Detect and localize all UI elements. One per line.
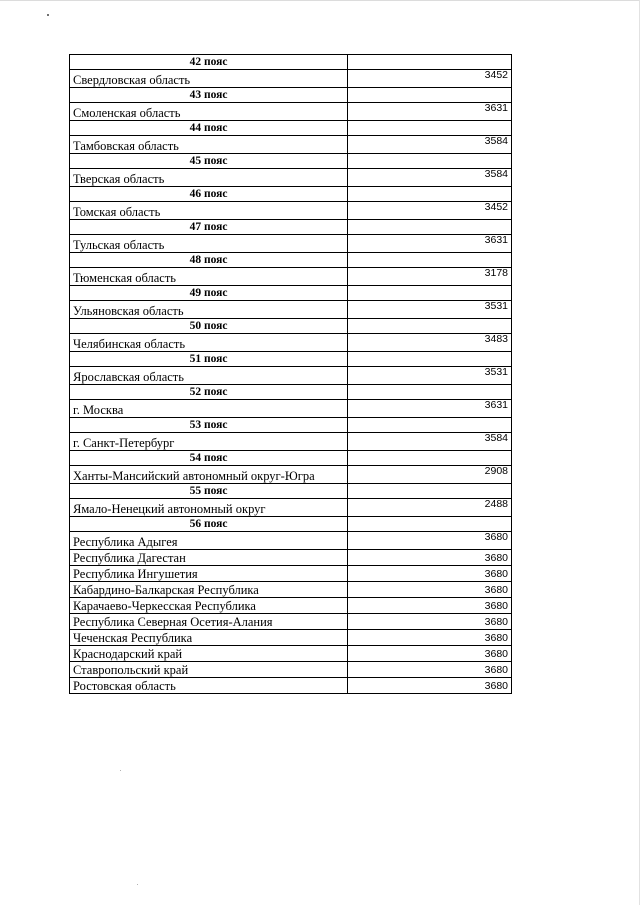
region-value-cell <box>348 103 512 121</box>
zone-label: 45 пояс <box>70 154 348 169</box>
table-row <box>70 169 512 187</box>
region-value-cell <box>348 598 512 614</box>
region-value: 3680 <box>484 600 508 612</box>
zone-label: 42 пояс <box>70 55 348 70</box>
zone-label: 52 пояс <box>70 385 348 400</box>
zone-label: 56 пояс <box>70 517 348 532</box>
region-value: 3680 <box>484 531 508 543</box>
region-name: Краснодарский край <box>73 647 183 661</box>
region-value-cell <box>348 169 512 187</box>
region-name: Кабардино-Балкарская Республика <box>73 583 259 597</box>
region-name-cell <box>70 268 348 286</box>
zone-table <box>69 54 512 694</box>
region-name: Смоленская область <box>73 106 181 120</box>
region-value: 3680 <box>484 584 508 596</box>
region-value-cell <box>348 268 512 286</box>
region-name-cell <box>70 169 348 187</box>
table-row <box>70 301 512 319</box>
zone-label: 44 пояс <box>70 121 348 136</box>
region-value-cell <box>348 235 512 253</box>
region-value: 3584 <box>484 168 508 180</box>
region-name-cell <box>70 103 348 121</box>
region-name-cell <box>70 614 348 630</box>
region-name: Тюменская область <box>73 271 176 285</box>
region-name-cell <box>70 70 348 88</box>
region-name-cell <box>70 235 348 253</box>
region-value: 2488 <box>484 498 508 510</box>
region-name: Республика Северная Осетия-Алания <box>73 615 273 629</box>
zone-label: 54 пояс <box>70 451 348 466</box>
region-value-cell <box>348 532 512 550</box>
region-name-cell <box>70 532 348 550</box>
scan-speck <box>120 770 121 771</box>
region-name: Челябинская область <box>73 337 186 351</box>
region-name-cell <box>70 499 348 517</box>
region-name-cell <box>70 466 348 484</box>
table-row <box>70 136 512 154</box>
region-value-cell <box>348 662 512 678</box>
region-name-cell <box>70 136 348 154</box>
region-value: 3680 <box>484 648 508 660</box>
table-row <box>70 630 512 646</box>
region-name: Карачаево-Черкесская Республика <box>73 599 256 613</box>
region-value: 3631 <box>484 234 508 246</box>
zone-label: 55 пояс <box>70 484 348 499</box>
region-name-cell <box>70 367 348 385</box>
region-value: 3584 <box>484 135 508 147</box>
region-value-cell <box>348 70 512 88</box>
table-row <box>70 499 512 517</box>
region-value-cell <box>348 614 512 630</box>
region-value: 3531 <box>484 300 508 312</box>
table-row <box>70 550 512 566</box>
region-name: Ульяновская область <box>73 304 184 318</box>
region-value-cell <box>348 582 512 598</box>
region-name-cell <box>70 582 348 598</box>
region-name: г. Санкт-Петербург <box>73 436 175 450</box>
region-value-cell <box>348 499 512 517</box>
region-name-cell <box>70 202 348 220</box>
region-value-cell <box>348 466 512 484</box>
scan-speck <box>47 14 49 16</box>
table-row <box>70 582 512 598</box>
region-name: Ханты-Мансийский автономный округ-Югра <box>73 469 315 483</box>
region-value-cell <box>348 678 512 694</box>
region-name: Чеченская Республика <box>73 631 193 645</box>
zone-table-body <box>70 55 512 694</box>
region-value-cell <box>348 630 512 646</box>
region-value: 3531 <box>484 366 508 378</box>
region-name: Свердловская область <box>73 73 191 87</box>
table-row <box>70 433 512 451</box>
region-value-cell <box>348 136 512 154</box>
region-value: 3631 <box>484 102 508 114</box>
region-value-cell <box>348 202 512 220</box>
table-row <box>70 614 512 630</box>
region-name-cell <box>70 630 348 646</box>
region-value-cell <box>348 566 512 582</box>
table-row <box>70 566 512 582</box>
region-value: 2908 <box>484 465 508 477</box>
region-name: Республика Ингушетия <box>73 567 198 581</box>
table-row <box>70 334 512 352</box>
zone-label: 47 пояс <box>70 220 348 235</box>
zone-label: 48 пояс <box>70 253 348 268</box>
region-value-cell <box>348 367 512 385</box>
region-value: 3452 <box>484 201 508 213</box>
region-value: 3584 <box>484 432 508 444</box>
table-row <box>70 662 512 678</box>
table-row <box>70 70 512 88</box>
region-name: Ростовская область <box>73 679 176 693</box>
table-row <box>70 268 512 286</box>
region-name: г. Москва <box>73 403 124 417</box>
region-name-cell <box>70 334 348 352</box>
region-name: Тверская область <box>73 172 165 186</box>
region-name: Республика Дагестан <box>73 551 186 565</box>
region-value: 3680 <box>484 568 508 580</box>
table-row <box>70 678 512 694</box>
region-name-cell <box>70 400 348 418</box>
table-row <box>70 235 512 253</box>
region-value: 3631 <box>484 399 508 411</box>
region-value: 3680 <box>484 616 508 628</box>
zone-label: 53 пояс <box>70 418 348 433</box>
region-value-cell <box>348 334 512 352</box>
region-value: 3452 <box>484 69 508 81</box>
region-value-cell <box>348 550 512 566</box>
zone-label: 51 пояс <box>70 352 348 367</box>
table-row <box>70 400 512 418</box>
region-name: Тамбовская область <box>73 139 179 153</box>
table-row <box>70 532 512 550</box>
region-name-cell <box>70 550 348 566</box>
zone-label: 43 пояс <box>70 88 348 103</box>
zone-label: 46 пояс <box>70 187 348 202</box>
page-edge <box>0 0 640 1</box>
table-row <box>70 367 512 385</box>
region-name-cell <box>70 301 348 319</box>
region-name-cell <box>70 662 348 678</box>
zone-label: 49 пояс <box>70 286 348 301</box>
region-value-cell <box>348 646 512 662</box>
table-row <box>70 646 512 662</box>
region-value-cell <box>348 400 512 418</box>
region-name: Ярославская область <box>73 370 184 384</box>
region-name: Ставропольский край <box>73 663 189 677</box>
table-row <box>70 202 512 220</box>
region-value: 3680 <box>484 632 508 644</box>
region-name: Тульская область <box>73 238 165 252</box>
table-row <box>70 103 512 121</box>
region-value: 3680 <box>484 664 508 676</box>
region-name: Республика Адыгея <box>73 535 178 549</box>
region-name-cell <box>70 566 348 582</box>
region-name: Ямало-Ненецкий автономный округ <box>73 502 266 516</box>
region-name-cell <box>70 678 348 694</box>
region-value-cell <box>348 433 512 451</box>
region-value: 3680 <box>484 552 508 564</box>
table-row <box>70 466 512 484</box>
region-value: 3680 <box>484 680 508 692</box>
table-row <box>70 598 512 614</box>
region-value: 3178 <box>484 267 508 279</box>
region-name: Томская область <box>73 205 161 219</box>
region-value: 3483 <box>484 333 508 345</box>
scan-speck <box>137 884 138 885</box>
region-name-cell <box>70 646 348 662</box>
region-value-cell <box>348 301 512 319</box>
region-name-cell <box>70 433 348 451</box>
region-name-cell <box>70 598 348 614</box>
zone-label: 50 пояс <box>70 319 348 334</box>
